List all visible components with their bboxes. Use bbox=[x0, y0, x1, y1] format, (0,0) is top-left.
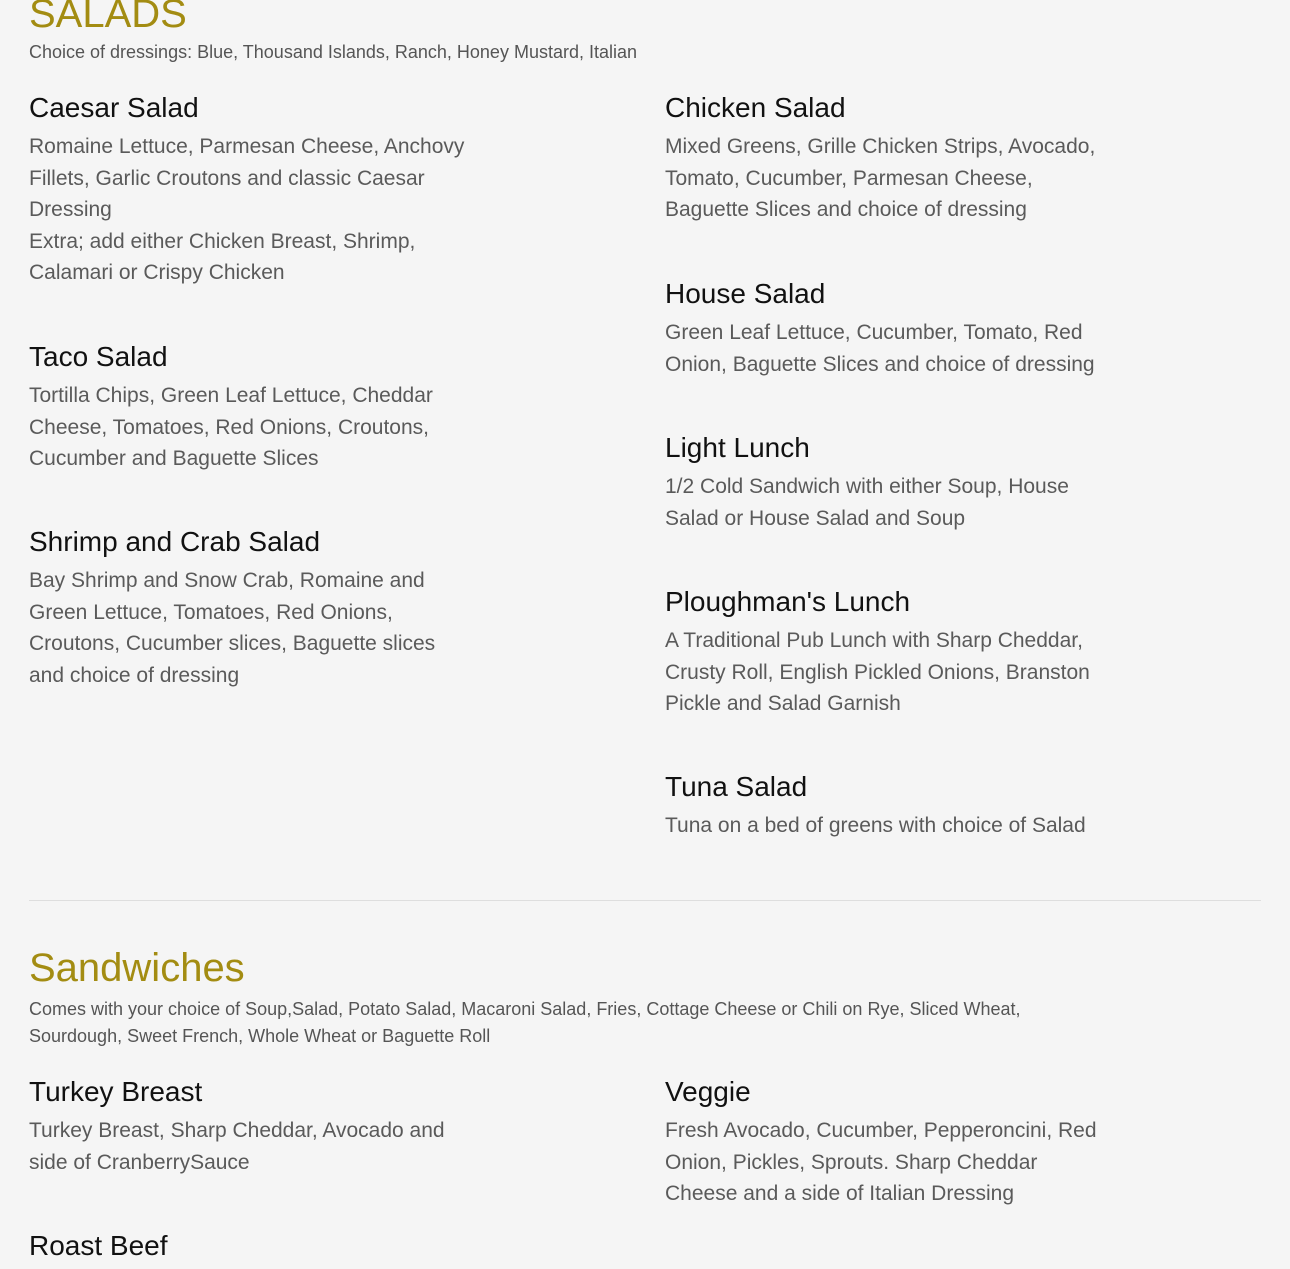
item-name: Roast Beef bbox=[29, 1230, 168, 1261]
item-description: Green Leaf Lettuce, Cucumber, Tomato, Red Onion, Baguette Slices and choice of dressing bbox=[665, 321, 1095, 376]
item-name: Turkey Breast bbox=[29, 1076, 203, 1107]
menu-item-veggie bbox=[665, 1075, 1105, 1210]
sandwiches-bread-note: Comes with your choice of Soup,Salad, Potato Salad, Macaroni Salad, Fries, Cottage Cheese or Chili on Rye, Sliced Wheat, Sourdough, Sweet French, Whole Wheat or Baguette Roll bbox=[29, 999, 1021, 1046]
menu-item-taco-salad bbox=[29, 340, 469, 475]
menu-item-chicken-salad bbox=[665, 91, 1105, 226]
item-description: Bay Shrimp and Snow Crab, Romaine and Green Lettuce, Tomatoes, Red Onions, Croutons, Cucumber slices, Baguette slices and choice of dressing bbox=[29, 569, 436, 687]
menu-item-roast-beef bbox=[29, 1229, 469, 1263]
menu-item-light-lunch bbox=[665, 431, 1105, 534]
item-description: Tortilla Chips, Green Leaf Lettuce, Cheddar Cheese, Tomatoes, Red Onions, Croutons, Cucumber and Baguette Slices bbox=[29, 384, 433, 470]
item-name: Tuna Salad bbox=[665, 771, 808, 802]
item-extra: Extra; add either Chicken Breast, Shrimp, Calamari or Crispy Chicken bbox=[29, 229, 416, 284]
item-name: Light Lunch bbox=[665, 432, 810, 463]
sandwiches-title: Sandwiches bbox=[29, 946, 245, 990]
item-name: House Salad bbox=[665, 278, 826, 309]
salads-dressing-note: Choice of dressings: Blue, Thousand Islands, Ranch, Honey Mustard, Italian bbox=[29, 42, 638, 62]
item-description: Turkey Breast, Sharp Cheddar, Avocado and side of CranberrySauce bbox=[29, 1119, 445, 1174]
item-description: Fresh Avocado, Cucumber, Pepperoncini, Red Onion, Pickles, Sprouts. Sharp Cheddar Cheese and a side of Italian Dressing bbox=[665, 1119, 1097, 1205]
menu-item-ploughmans-lunch bbox=[665, 585, 1105, 720]
item-name: Ploughman's Lunch bbox=[665, 586, 911, 617]
item-description: A Traditional Pub Lunch with Sharp Cheddar, Crusty Roll, English Pickled Onions, Branston Pickle and Salad Garnish bbox=[665, 629, 1090, 715]
salads-title: SALADS bbox=[29, 0, 187, 36]
menu-item-shrimp-crab-salad bbox=[29, 525, 469, 691]
menu-item-tuna-salad bbox=[665, 770, 1105, 842]
item-description: Tuna on a bed of greens with choice of Salad bbox=[665, 814, 1086, 837]
item-name: Taco Salad bbox=[29, 341, 168, 372]
item-name: Caesar Salad bbox=[29, 92, 199, 123]
menu-item-caesar-salad bbox=[29, 91, 469, 289]
item-description: 1/2 Cold Sandwich with either Soup, House Salad or House Salad and Soup bbox=[665, 475, 1069, 530]
item-name: Veggie bbox=[665, 1076, 751, 1107]
menu-item-turkey-breast bbox=[29, 1075, 469, 1178]
item-name: Shrimp and Crab Salad bbox=[29, 526, 321, 557]
menu-item-house-salad bbox=[665, 277, 1105, 380]
item-name: Chicken Salad bbox=[665, 92, 846, 123]
section-divider bbox=[29, 900, 1261, 901]
item-description: Romaine Lettuce, Parmesan Cheese, Anchovy Fillets, Garlic Croutons and classic Caesar Dressing bbox=[29, 135, 465, 221]
item-description: Mixed Greens, Grille Chicken Strips, Avocado, Tomato, Cucumber, Parmesan Cheese, Baguette Slices and choice of dressing bbox=[665, 135, 1096, 221]
